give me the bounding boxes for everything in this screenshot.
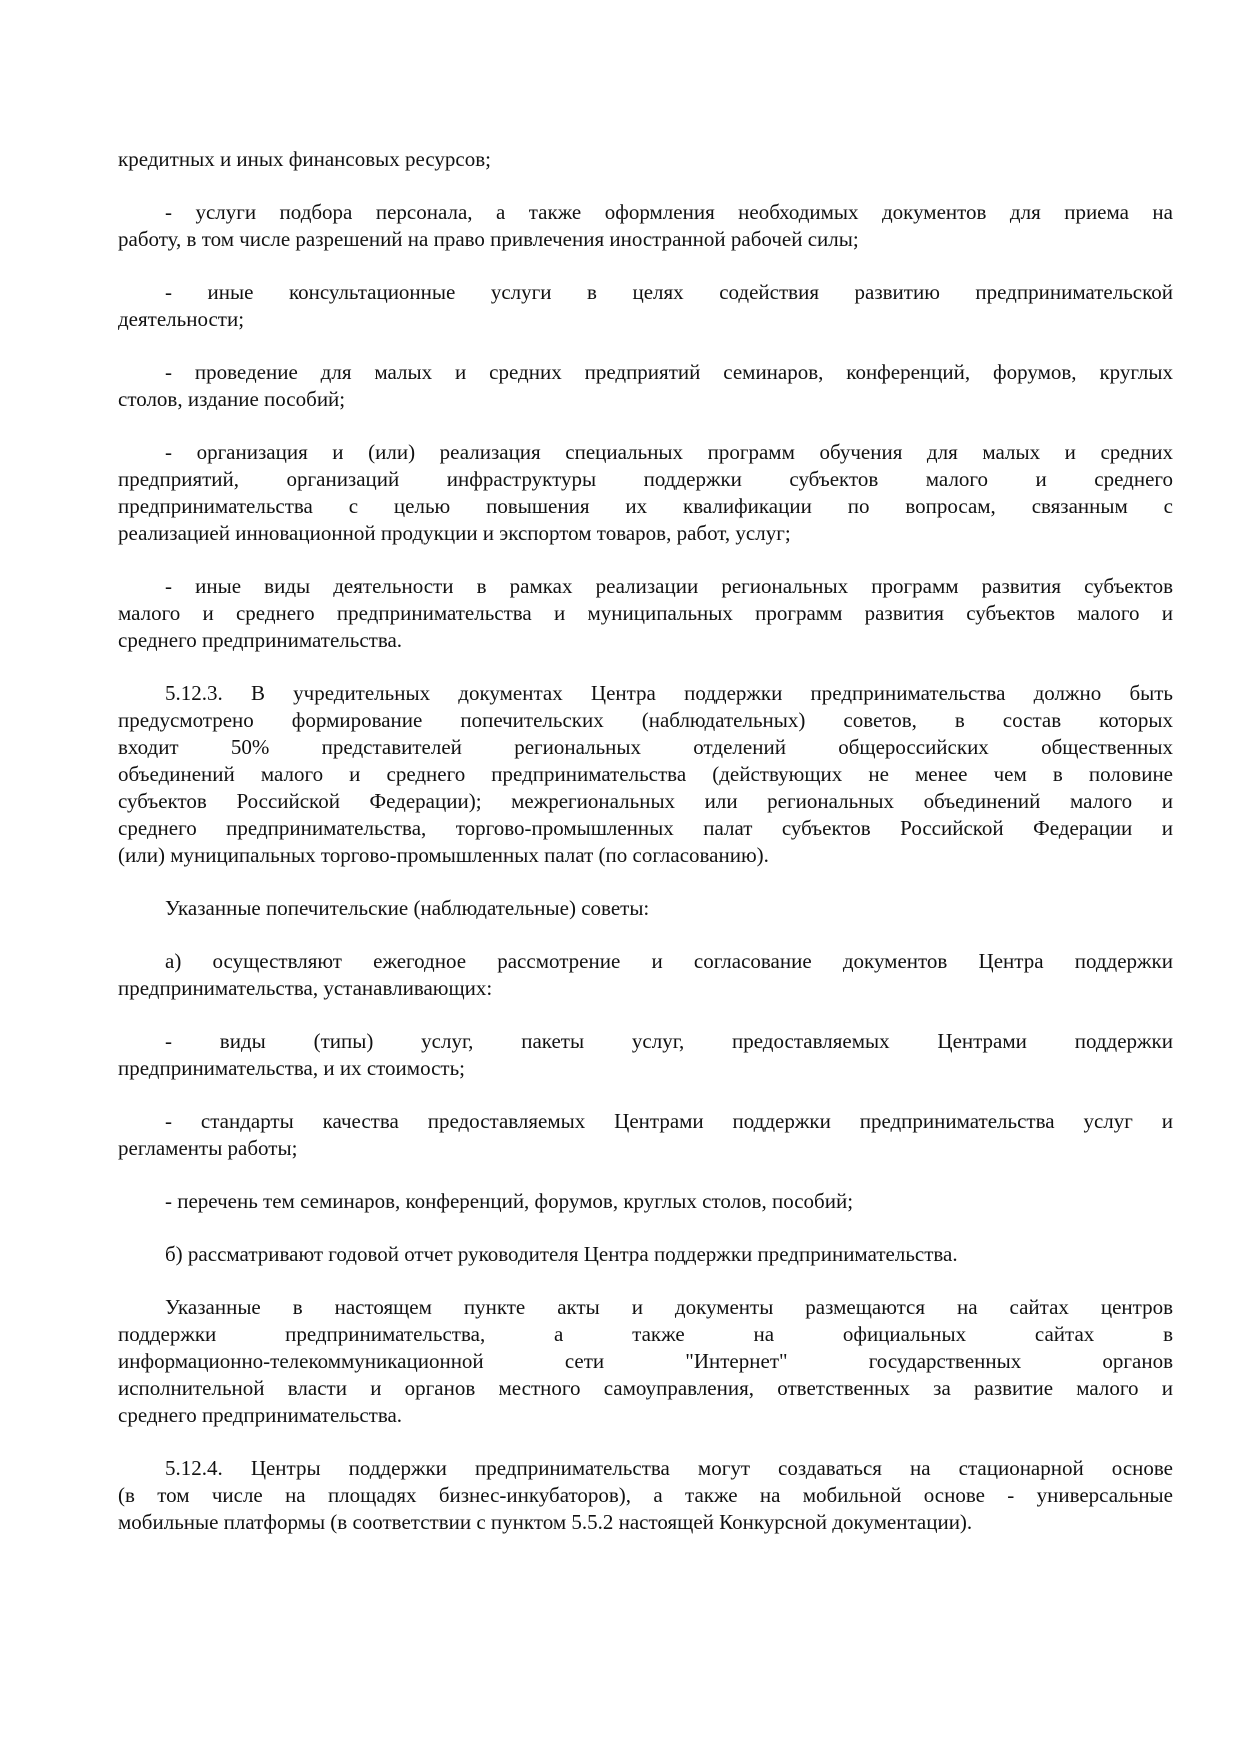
text-line: среднего предпринимательства. bbox=[118, 628, 403, 652]
text-line: реализацией инновационной продукции и экспортом товаров, работ, услуг; bbox=[118, 521, 791, 545]
text-line: - перечень тем семинаров, конференций, форумов, круглых столов, пособий; bbox=[165, 1189, 854, 1213]
paragraph bbox=[118, 439, 1173, 547]
paragraph bbox=[118, 146, 1173, 173]
text-line: предпринимательства с целью повышения их квалификации по вопросам, связанным с bbox=[118, 494, 1173, 518]
text-line: работу, в том числе разрешений на право привлечения иностранной рабочей силы; bbox=[118, 227, 859, 251]
text-line: столов, издание пособий; bbox=[118, 387, 346, 411]
paragraph bbox=[118, 680, 1173, 869]
text-line: исполнительной власти и органов местного самоуправления, ответственных за развитие малого и bbox=[118, 1376, 1173, 1400]
text-line: субъектов Российской Федерации); межрегиональных или региональных объединений малого и bbox=[118, 789, 1173, 813]
paragraph bbox=[118, 1028, 1173, 1082]
text-line: а) осуществляют ежегодное рассмотрение и согласование документов Центра поддержки bbox=[165, 949, 1173, 973]
text-line: информационно-телекоммуникационной сети "Интернет" государственных органов bbox=[118, 1349, 1173, 1373]
text-line: предпринимательства, и их стоимость; bbox=[118, 1056, 466, 1080]
text-line: предусмотрено формирование попечительских (наблюдательных) советов, в состав которых bbox=[118, 708, 1173, 732]
text-line: - иные виды деятельности в рамках реализации региональных программ развития субъектов bbox=[165, 574, 1173, 598]
text-line: среднего предпринимательства, торгово-промышленных палат субъектов Российской Федерации и bbox=[118, 816, 1173, 840]
paragraph bbox=[118, 895, 1173, 922]
text-line: кредитных и иных финансовых ресурсов; bbox=[118, 147, 491, 171]
text-line: 5.12.4. Центры поддержки предпринимательства могут создаваться на стационарной основе bbox=[165, 1456, 1173, 1480]
text-line: Указанные в настоящем пункте акты и документы размещаются на сайтах центров bbox=[165, 1295, 1173, 1319]
text-line: - иные консультационные услуги в целях содействия развитию предпринимательской bbox=[165, 280, 1173, 304]
paragraph bbox=[118, 1294, 1173, 1429]
text-line: мобильные платформы (в соответствии с пунктом 5.5.2 настоящей Конкурсной документации). bbox=[118, 1510, 973, 1534]
text-line: входит 50% представителей региональных отделений общероссийских общественных bbox=[118, 735, 1173, 759]
text-line: - стандарты качества предоставляемых Центрами поддержки предпринимательства услуг и bbox=[165, 1109, 1173, 1133]
text-line: регламенты работы; bbox=[118, 1136, 298, 1160]
text-line: деятельности; bbox=[118, 307, 245, 331]
paragraph bbox=[118, 359, 1173, 413]
document-page bbox=[118, 146, 1173, 1562]
paragraph bbox=[118, 573, 1173, 654]
paragraph bbox=[118, 1241, 1173, 1268]
text-line: малого и среднего предпринимательства и муниципальных программ развития субъектов малого и bbox=[118, 601, 1173, 625]
text-line: - организация и (или) реализация специальных программ обучения для малых и средних bbox=[165, 440, 1173, 464]
text-line: - услуги подбора персонала, а также оформления необходимых документов для приема на bbox=[165, 200, 1173, 224]
paragraph bbox=[118, 199, 1173, 253]
text-line: (или) муниципальных торгово-промышленных палат (по согласованию). bbox=[118, 843, 769, 867]
text-line: объединений малого и среднего предпринимательства (действующих не менее чем в половине bbox=[118, 762, 1173, 786]
paragraph bbox=[118, 948, 1173, 1002]
paragraph bbox=[118, 279, 1173, 333]
text-line: предприятий, организаций инфраструктуры поддержки субъектов малого и среднего bbox=[118, 467, 1173, 491]
paragraph bbox=[118, 1108, 1173, 1162]
paragraph bbox=[118, 1188, 1173, 1215]
text-line: среднего предпринимательства. bbox=[118, 1403, 403, 1427]
text-line: 5.12.3. В учредительных документах Центра поддержки предпринимательства должно быть bbox=[165, 681, 1173, 705]
text-line: - проведение для малых и средних предприятий семинаров, конференций, форумов, круглых bbox=[165, 360, 1173, 384]
text-line: поддержки предпринимательства, а также на официальных сайтах в bbox=[118, 1322, 1173, 1346]
paragraph bbox=[118, 1455, 1173, 1536]
text-line: предпринимательства, устанавливающих: bbox=[118, 976, 493, 1000]
text-line: - виды (типы) услуг, пакеты услуг, предоставляемых Центрами поддержки bbox=[165, 1029, 1173, 1053]
text-line: (в том числе на площадях бизнес-инкубаторов), а также на мобильной основе - универсальные bbox=[118, 1483, 1173, 1507]
text-line: Указанные попечительские (наблюдательные) советы: bbox=[165, 896, 650, 920]
text-line: б) рассматривают годовой отчет руководителя Центра поддержки предпринимательства. bbox=[165, 1242, 958, 1266]
